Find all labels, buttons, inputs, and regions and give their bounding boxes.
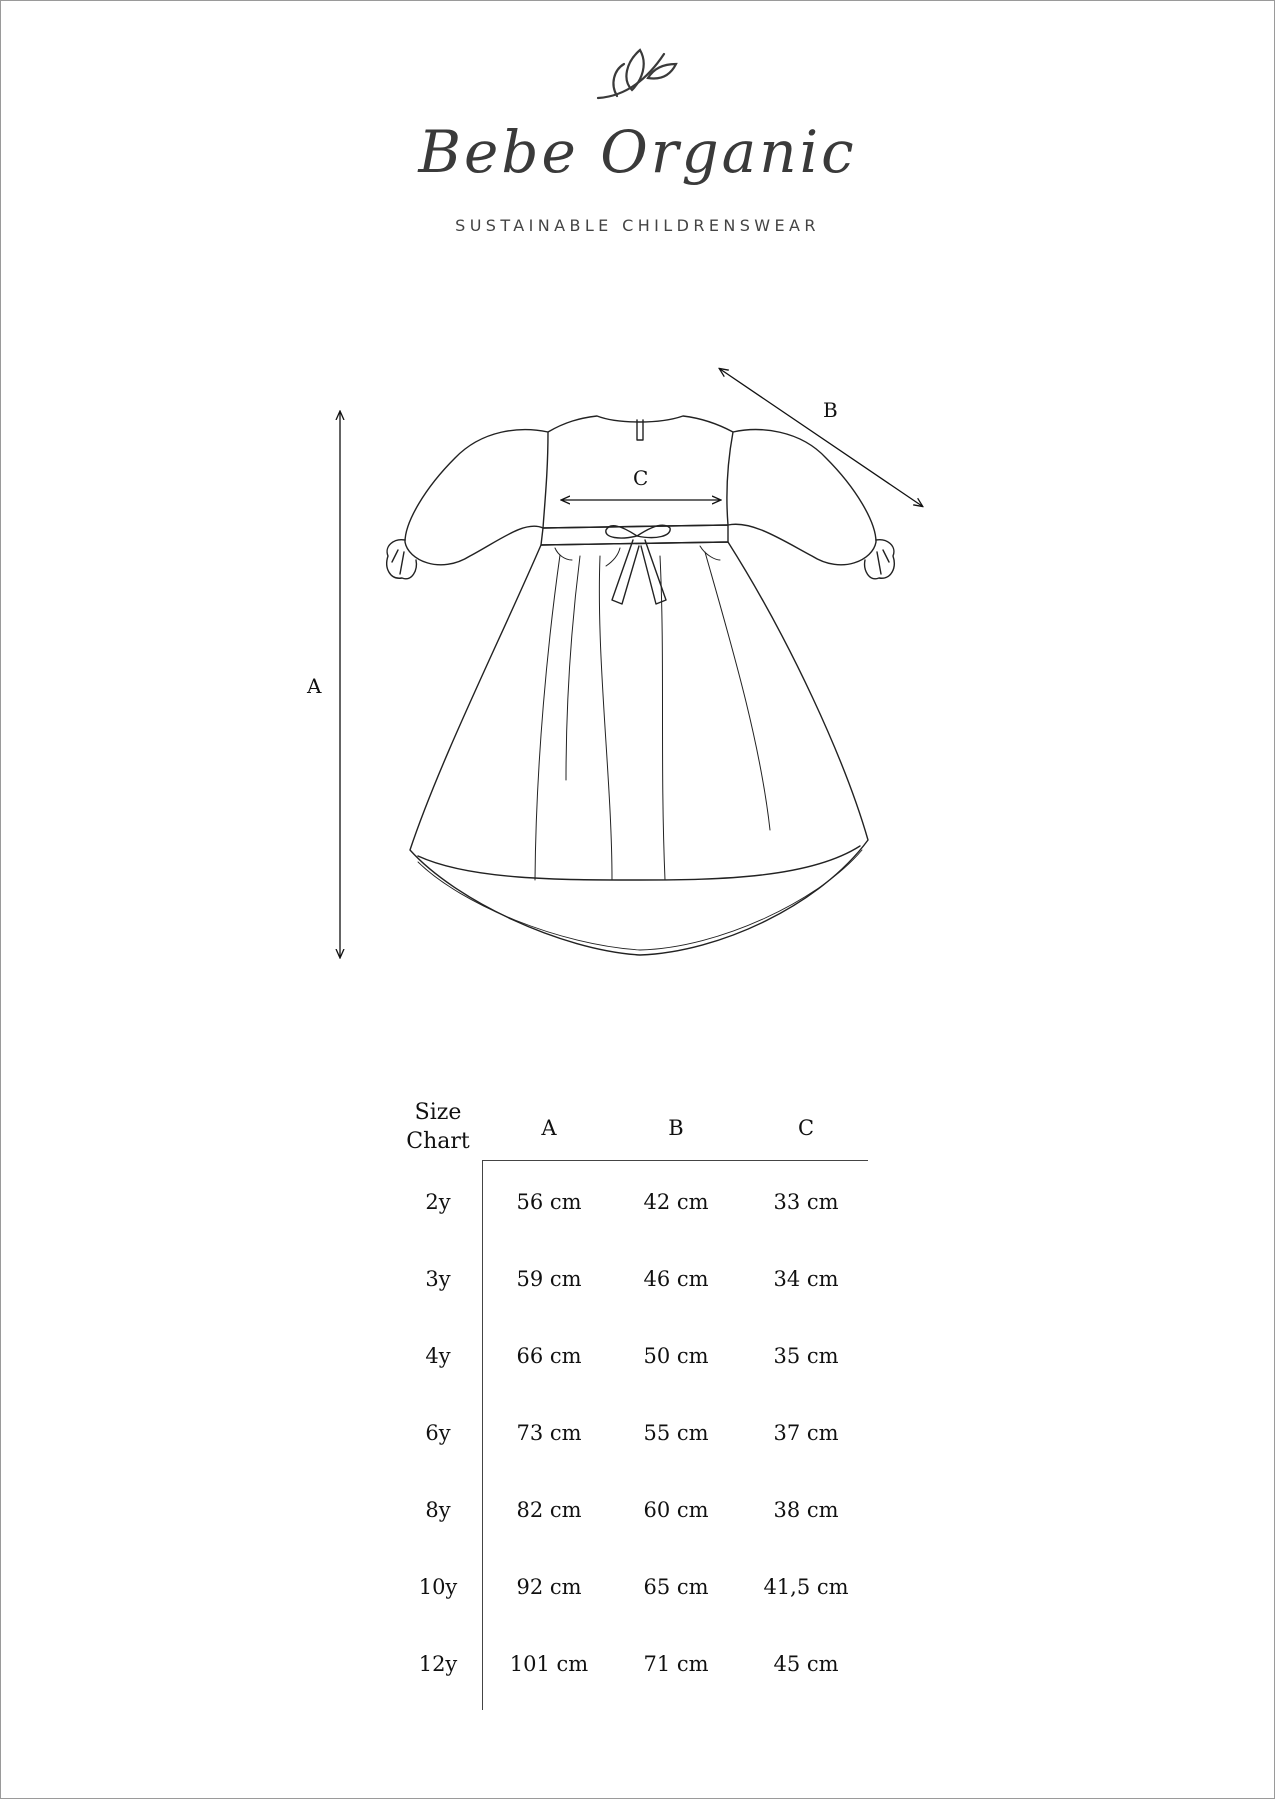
- size-label: 8y: [425, 1498, 451, 1522]
- value-a: 82 cm: [516, 1498, 582, 1522]
- value-b: 46 cm: [643, 1267, 709, 1291]
- brand-name: Bebe Organic: [418, 118, 857, 186]
- value-a: 66 cm: [516, 1344, 582, 1368]
- leaf-sprig-icon: [598, 50, 676, 98]
- value-c: 38 cm: [773, 1498, 839, 1522]
- value-b: 55 cm: [643, 1421, 709, 1445]
- value-b: 65 cm: [643, 1575, 709, 1599]
- size-label: 6y: [425, 1421, 451, 1445]
- column-header-c: C: [797, 1116, 815, 1140]
- size-label: 2y: [425, 1190, 451, 1214]
- dimension-a-label: A: [307, 674, 322, 698]
- dress-diagram: [0, 340, 1275, 980]
- value-c: 37 cm: [773, 1421, 839, 1445]
- dimension-c-label: C: [633, 466, 649, 490]
- value-c: 41,5 cm: [763, 1575, 849, 1599]
- value-b: 60 cm: [643, 1498, 709, 1522]
- column-header-a: A: [541, 1116, 557, 1140]
- value-a: 56 cm: [516, 1190, 582, 1214]
- value-a: 59 cm: [516, 1267, 582, 1291]
- value-c: 33 cm: [773, 1190, 839, 1214]
- dimension-b-label: B: [823, 398, 838, 422]
- brand-tagline: SUSTAINABLE CHILDRENSWEAR: [455, 216, 820, 235]
- column-header-b: B: [668, 1116, 684, 1140]
- size-chart-title: [398, 1098, 478, 1156]
- size-label: 12y: [418, 1652, 458, 1676]
- value-a: 101 cm: [509, 1652, 589, 1676]
- value-a: 73 cm: [516, 1421, 582, 1445]
- size-chart-title-line1: Size: [414, 1100, 462, 1125]
- dress-skirt: [410, 542, 868, 955]
- value-c: 35 cm: [773, 1344, 839, 1368]
- size-label: 3y: [425, 1267, 451, 1291]
- size-label: 10y: [418, 1575, 458, 1599]
- dimension-b-arrow: [720, 369, 922, 506]
- dress-left-sleeve: [405, 430, 548, 565]
- dress-right-sleeve: [728, 430, 876, 565]
- value-c: 34 cm: [773, 1267, 839, 1291]
- value-b: 42 cm: [643, 1190, 709, 1214]
- value-c: 45 cm: [773, 1652, 839, 1676]
- table-header-rule: [482, 1160, 868, 1161]
- value-a: 92 cm: [516, 1575, 582, 1599]
- size-chart-title-line2: Chart: [406, 1129, 470, 1154]
- value-b: 50 cm: [643, 1344, 709, 1368]
- value-b: 71 cm: [643, 1652, 709, 1676]
- size-label: 4y: [425, 1344, 451, 1368]
